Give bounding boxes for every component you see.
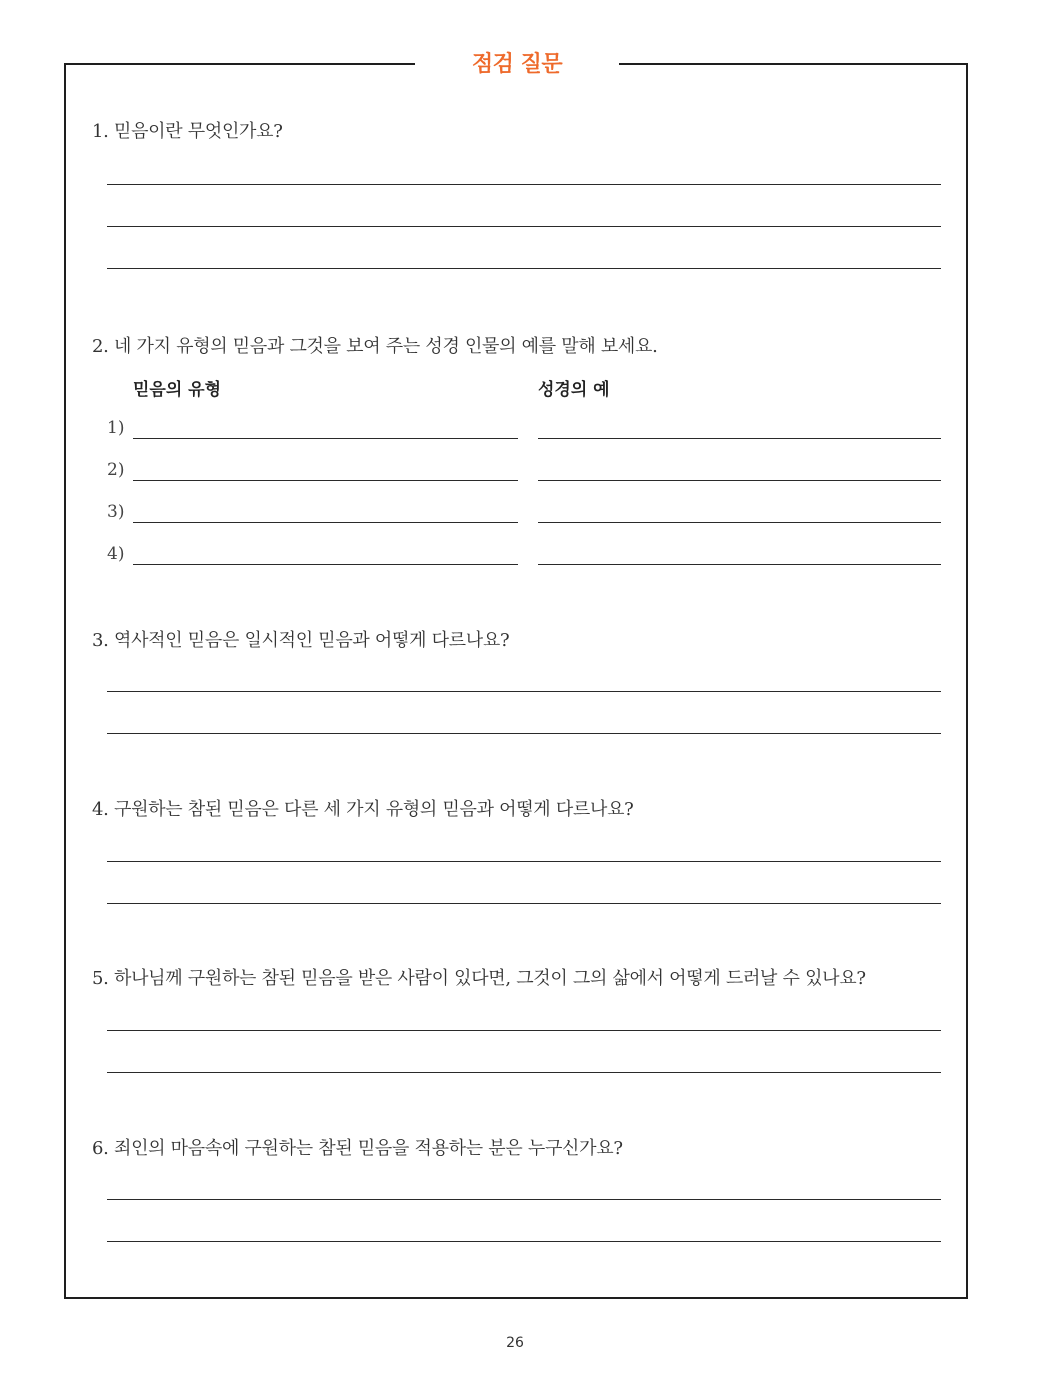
- answer-line-q4-1[interactable]: [107, 861, 941, 862]
- answer-line-q6-1[interactable]: [107, 1199, 941, 1200]
- answer-line-q2-type-1[interactable]: [133, 438, 518, 439]
- question-1: 1. 믿음이란 무엇인가요?: [92, 121, 283, 142]
- answer-line-q2-type-3[interactable]: [133, 522, 518, 523]
- question-3: 3. 역사적인 믿음은 일시적인 믿음과 어떻게 다르나요?: [92, 630, 510, 651]
- row-number-1: 1): [107, 418, 125, 438]
- answer-line-q3-1[interactable]: [107, 691, 941, 692]
- answer-line-q2-type-2[interactable]: [133, 480, 518, 481]
- answer-line-q5-2[interactable]: [107, 1072, 941, 1073]
- column-header-bible-example: 성경의 예: [538, 380, 610, 400]
- answer-line-q3-2[interactable]: [107, 733, 941, 734]
- answer-line-q2-example-2[interactable]: [538, 480, 941, 481]
- answer-line-q6-2[interactable]: [107, 1241, 941, 1242]
- answer-line-q5-1[interactable]: [107, 1030, 941, 1031]
- row-number-2: 2): [107, 460, 125, 480]
- answer-line-q4-2[interactable]: [107, 903, 941, 904]
- answer-line-q1-3[interactable]: [107, 268, 941, 269]
- worksheet-frame: [64, 63, 968, 1299]
- row-number-4: 4): [107, 544, 125, 564]
- answer-line-q1-2[interactable]: [107, 226, 941, 227]
- answer-line-q1-1[interactable]: [107, 184, 941, 185]
- answer-line-q2-example-1[interactable]: [538, 438, 941, 439]
- answer-line-q2-example-4[interactable]: [538, 564, 941, 565]
- row-number-3: 3): [107, 502, 125, 522]
- page-title: 점검 질문: [471, 52, 563, 77]
- answer-line-q2-example-3[interactable]: [538, 522, 941, 523]
- page-number: 26: [506, 1335, 524, 1351]
- question-2: 2. 네 가지 유형의 믿음과 그것을 보여 주는 성경 인물의 예를 말해 보세요.: [92, 336, 658, 357]
- answer-line-q2-type-4[interactable]: [133, 564, 518, 565]
- question-5: 5. 하나님께 구원하는 참된 믿음을 받은 사람이 있다면, 그것이 그의 삶에서 어떻게 드러날 수 있나요?: [92, 968, 866, 989]
- question-6: 6. 죄인의 마음속에 구원하는 참된 믿음을 적용하는 분은 누구신가요?: [92, 1138, 623, 1159]
- column-header-faith-type: 믿음의 유형: [133, 380, 222, 400]
- question-4: 4. 구원하는 참된 믿음은 다른 세 가지 유형의 믿음과 어떻게 다르나요?: [92, 799, 634, 820]
